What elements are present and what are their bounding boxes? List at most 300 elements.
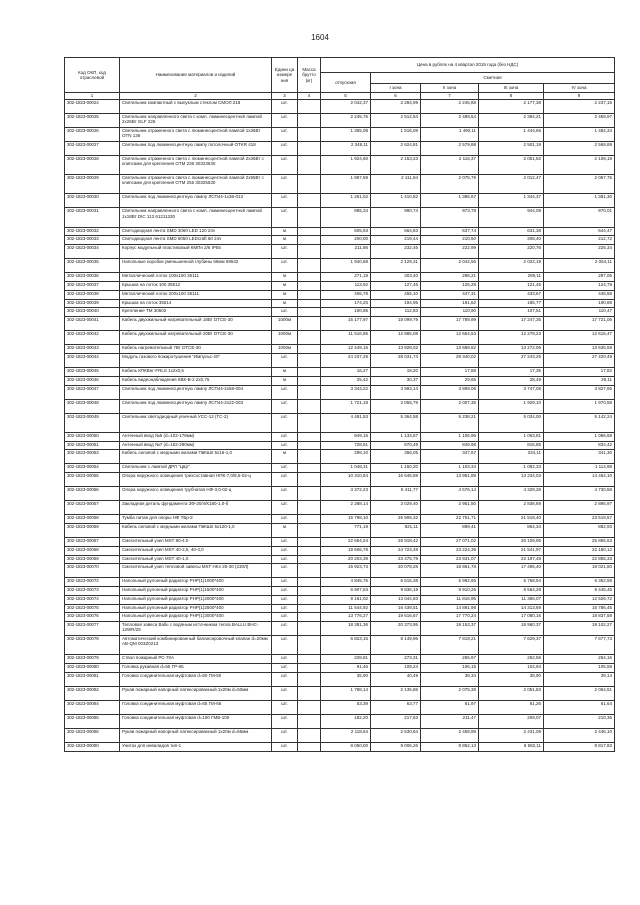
price-zone-2: 2 489,54 [421, 114, 479, 128]
item-mass [298, 175, 321, 194]
item-unit: шт. [272, 114, 298, 128]
col-number: 2 [120, 93, 272, 100]
item-unit: шт. [272, 555, 298, 564]
item-name: Светильник компактный с выпуклым стеклом СМОЛ 218 [120, 100, 272, 114]
table-row [65, 299, 615, 308]
price-zone-1: 40,49 [371, 673, 421, 687]
price-zone-3: 3 747,08 [479, 385, 544, 399]
price-zone-2: 2 007,35 [421, 399, 479, 413]
table-row [65, 564, 615, 578]
price-zone-2: 17 770,24 [421, 613, 479, 622]
price-zone-1: 18 099,79 [371, 317, 421, 331]
price-release: 2 288,14 [321, 501, 371, 515]
item-unit: м [272, 523, 298, 537]
table-row [65, 546, 615, 555]
price-zone-4: 2 064,11 [544, 259, 615, 273]
item-code: 302-1823-00057 [65, 501, 120, 515]
item-code: 302-1823-00041 [65, 317, 120, 331]
table-row [65, 331, 615, 345]
price-release: 4 845,76 [321, 578, 371, 587]
price-release: 100,85 [321, 308, 371, 317]
table-row [65, 259, 615, 273]
item-code: 302-1823-00044 [65, 353, 120, 367]
price-zone-4: 22 180,12 [544, 546, 615, 555]
price-zone-2: 222,99 [421, 245, 479, 259]
col-number: 3 [272, 93, 298, 100]
item-code: 302-1823-00049 [65, 413, 120, 432]
price-release: 1 048,31 [321, 464, 371, 473]
price-release: 271,19 [321, 273, 371, 282]
price-zone-4: 6 352,58 [544, 578, 615, 587]
price-zone-1: 1 516,08 [371, 128, 421, 142]
price-zone-1: 5 411,77 [371, 487, 421, 501]
table-row [65, 701, 615, 715]
item-code: 302-1823-00025 [65, 114, 120, 128]
header-code: Код ОКП, код отраслевой [65, 58, 120, 93]
item-mass [298, 701, 321, 715]
price-zone-3: 1 092,33 [479, 464, 544, 473]
price-zone-4: 644,47 [544, 227, 615, 236]
item-name: Светильник отраженного света с люминесцентной лампой 1х36Вт OTN 136 [120, 128, 272, 142]
price-release: 1 788,14 [321, 687, 371, 701]
table-row [65, 273, 615, 282]
item-unit: шт. [272, 687, 298, 701]
item-name: Кабель видеонаблюдения КВК-В-2 2х0,75 [120, 376, 272, 385]
item-name: Смесительный узел MST 80-4.0 [120, 537, 272, 546]
item-mass [298, 464, 321, 473]
item-unit: шт. [272, 156, 298, 175]
price-zone-4: 39,14 [544, 673, 615, 687]
item-code: 302-1823-00048 [65, 399, 120, 413]
price-zone-3: 2 177,38 [479, 100, 544, 114]
table-body [65, 100, 615, 752]
item-mass [298, 156, 321, 175]
price-zone-4: 14 464,10 [544, 473, 615, 487]
price-zone-3: 816,85 [479, 441, 544, 450]
price-zone-1: 112,83 [371, 308, 421, 317]
price-zone-4: 18 021,80 [544, 564, 615, 578]
price-zone-1: 19 616,67 [371, 613, 421, 622]
price-release: 12 449,15 [321, 345, 371, 354]
price-zone-1: 921,11 [371, 523, 421, 537]
price-zone-4: 61,64 [544, 701, 615, 715]
table-row [65, 655, 615, 664]
item-unit: шт. [272, 537, 298, 546]
price-zone-1: 2 512,54 [371, 114, 421, 128]
price-zone-1: 30,37 [371, 376, 421, 385]
item-code: 302-1823-00034 [65, 245, 120, 259]
price-zone-4: 7 677,73 [544, 636, 615, 655]
item-name: Кабель КПКВнг-FRLS 1х2х0,5 [120, 367, 272, 376]
price-release: 25,42 [321, 376, 371, 385]
price-zone-4: 12 526,72 [544, 595, 615, 604]
price-zone-4: 22 855,33 [544, 555, 615, 564]
price-zone-3: 864,34 [479, 523, 544, 537]
price-zone-3: 14 313,69 [479, 604, 544, 613]
item-unit: м [272, 273, 298, 282]
price-zone-3: 13 272,06 [479, 345, 544, 354]
price-zone-4: 264,16 [544, 655, 615, 664]
table-row [65, 156, 615, 175]
item-code: 302-1823-00084 [65, 701, 120, 715]
price-zone-1: 303,40 [371, 273, 421, 282]
item-unit: м [272, 299, 298, 308]
price-release: 949,15 [321, 432, 371, 441]
item-mass [298, 501, 321, 515]
item-code: 302-1823-00067 [65, 537, 120, 546]
price-zone-3: 209,07 [479, 715, 544, 729]
price-zone-1: 1 410,82 [371, 194, 421, 208]
price-zone-1: 356,05 [371, 450, 421, 464]
price-zone-2: 8 910,26 [421, 587, 479, 596]
item-mass [298, 376, 321, 385]
table-row [65, 353, 615, 367]
item-code: 302-1823-00031 [65, 208, 120, 227]
price-zone-4: 882,93 [544, 523, 615, 537]
item-mass [298, 523, 321, 537]
item-unit: шт. [272, 142, 298, 156]
price-zone-1: 28 031,74 [371, 353, 421, 367]
item-mass [298, 555, 321, 564]
item-name: Крепление ТМ 30602 [120, 308, 272, 317]
price-release: 15 923,73 [321, 564, 371, 578]
price-zone-2: 2 458,98 [421, 729, 479, 743]
price-zone-1: 12 885,08 [371, 331, 421, 345]
price-zone-2: 2 042,56 [421, 259, 479, 273]
table-row [65, 450, 615, 464]
price-zone-4: 212,72 [544, 236, 615, 245]
item-mass [298, 114, 321, 128]
item-code: 302-1823-00045 [65, 367, 120, 376]
price-zone-3: 8 564,28 [479, 587, 544, 596]
price-zone-1: 13 928,02 [371, 345, 421, 354]
price-zone-4: 17,82 [544, 367, 615, 376]
item-mass [298, 564, 321, 578]
price-zone-2: 849,98 [421, 441, 479, 450]
price-zone-3: 1 344,37 [479, 194, 544, 208]
item-mass [298, 245, 321, 259]
item-unit: шт. [272, 441, 298, 450]
price-release: 53,39 [321, 701, 371, 715]
item-name: Напольный рулонный радиатор РНР(1)3000*400 [120, 613, 272, 622]
price-zone-1: 2 129,31 [371, 259, 421, 273]
price-zone-1: 273,31 [371, 655, 421, 664]
price-zone-4: 4 730,58 [544, 487, 615, 501]
price-release: 6 907,63 [321, 587, 371, 596]
price-zone-4: 3 827,65 [544, 385, 615, 399]
item-mass [298, 281, 321, 290]
price-release: 211,86 [321, 245, 371, 259]
item-code: 302-1823-00070 [65, 564, 120, 578]
item-unit: шт. [272, 664, 298, 673]
price-zone-4: 105,59 [544, 664, 615, 673]
table-row [65, 555, 615, 564]
table-row [65, 515, 615, 524]
price-zone-2: 17,88 [421, 367, 479, 376]
item-unit: 1000м [272, 317, 298, 331]
price-zone-3: 21 541,97 [479, 546, 544, 555]
price-release: 3 372,23 [321, 487, 371, 501]
price-release: 1 721,19 [321, 399, 371, 413]
item-mass [298, 595, 321, 604]
price-zone-3: 1 063,81 [479, 432, 544, 441]
price-zone-3: 18 960,37 [479, 622, 544, 636]
price-zone-3: 104,94 [479, 664, 544, 673]
price-release: 3 343,22 [321, 385, 371, 399]
price-zone-4: 13 636,59 [544, 345, 615, 354]
item-name: Светильник отраженного света с люминесцентной лампой 2х55Вт с клипсами для крепления OTM 255 30325530 [120, 175, 272, 194]
price-zone-1: 1 150,20 [371, 464, 421, 473]
price-release: 174,25 [321, 299, 371, 308]
item-mass [298, 655, 321, 664]
item-code: 302-1823-00078 [65, 636, 120, 655]
price-release: 8 050,00 [321, 743, 371, 752]
item-mass [298, 236, 321, 245]
price-zone-3: 21 519,40 [479, 515, 544, 524]
item-name: Модуль газового пожаротушения "Импульс-20" [120, 353, 272, 367]
item-code: 302-1823-00033 [65, 236, 120, 245]
item-unit: шт. [272, 604, 298, 613]
price-zone-2: 8 852,13 [421, 743, 479, 752]
price-zone-1: 127,46 [371, 281, 421, 290]
item-mass [298, 673, 321, 687]
item-name: Автоматический комбинированный балансировочный клапан d=20мм AB-QM 003Z0213 [120, 636, 272, 655]
table-row [65, 317, 615, 331]
price-zone-1: 63,77 [371, 701, 421, 715]
table-row [65, 194, 615, 208]
item-name: Головка соединительная муфтовая d=100 ГМВ-100 [120, 715, 272, 729]
price-zone-1: 990,74 [371, 208, 421, 227]
price-zone-4: 18 837,58 [544, 613, 615, 622]
table-row [65, 715, 615, 729]
item-unit: шт. [272, 546, 298, 555]
price-zone-3: 2 394,21 [479, 114, 544, 128]
price-release: 11 516,95 [321, 331, 371, 345]
price-zone-3: 121,45 [479, 281, 544, 290]
price-release: 4 491,53 [321, 413, 371, 432]
item-unit: шт. [272, 353, 298, 367]
price-zone-4: 970,01 [544, 208, 615, 227]
item-name: Светильник под люминесцентную лампу ЛСП44-2х22-003 [120, 399, 272, 413]
item-code: 302-1823-00081 [65, 673, 120, 687]
table-row [65, 385, 615, 399]
price-zone-1: 194,95 [371, 299, 421, 308]
price-zone-4: 225,34 [544, 245, 615, 259]
table-row [65, 376, 615, 385]
price-zone-1: 3 029,40 [371, 501, 421, 515]
header-mass: Масса брутто (кг) [298, 58, 321, 93]
table-row [65, 729, 615, 743]
item-code: 302-1823-00075 [65, 604, 120, 613]
item-mass [298, 290, 321, 299]
item-code: 302-1823-00047 [65, 385, 120, 399]
item-unit: шт. [272, 259, 298, 273]
price-zone-2: 17 789,99 [421, 317, 479, 331]
price-zone-3: 2 431,08 [479, 729, 544, 743]
item-unit: шт. [272, 622, 298, 636]
item-unit: м [272, 236, 298, 245]
item-code: 302-1823-00040 [65, 308, 120, 317]
price-zone-2: 211,47 [421, 715, 479, 729]
price-zone-2: 11 816,95 [421, 595, 479, 604]
item-unit: шт. [272, 473, 298, 487]
price-zone-3: 26 109,95 [479, 537, 544, 546]
item-unit: шт. [272, 564, 298, 578]
item-name: Напольный рулонный радиатор РНР(1)1500*400 [120, 587, 272, 596]
price-release: 2 348,11 [321, 142, 371, 156]
price-zone-2: 4 576,14 [421, 487, 479, 501]
price-zone-1: 20 373,95 [371, 622, 421, 636]
price-zone-3: 433,67 [479, 290, 544, 299]
price-zone-3: 17 247,35 [479, 317, 544, 331]
table-row [65, 399, 615, 413]
col-number: 7 [421, 93, 479, 100]
price-zone-1: 2 111,94 [371, 175, 421, 194]
price-zone-2: 22 751,71 [421, 515, 479, 524]
price-zone-2: 265,97 [421, 655, 479, 664]
table-row [65, 537, 615, 546]
table-row [65, 142, 615, 156]
price-zone-4: 2 459,97 [544, 114, 615, 128]
item-mass [298, 473, 321, 487]
item-mass [298, 194, 321, 208]
item-mass [298, 100, 321, 114]
price-release: 2 118,64 [321, 729, 371, 743]
item-mass [298, 299, 321, 308]
price-zone-2: 19 153,37 [421, 622, 479, 636]
price-release: 2 245,76 [321, 114, 371, 128]
price-zone-1: 2 284,99 [371, 100, 421, 114]
price-zone-1: 16 546,88 [371, 473, 421, 487]
price-zone-2: 7 819,21 [421, 636, 479, 655]
table-row [65, 664, 615, 673]
price-zone-3: 12 278,23 [479, 331, 544, 345]
col-number: 5 [321, 93, 371, 100]
price-zone-3: 8 582,11 [479, 743, 544, 752]
item-name: Светодиодная лента SMD 5050 LEDcraft 60 24v [120, 236, 272, 245]
price-zone-2: 18 861,78 [421, 564, 479, 578]
item-unit: шт. [272, 100, 298, 114]
item-unit: шт. [272, 432, 298, 441]
price-zone-2: 23 931,07 [421, 555, 479, 564]
item-mass [298, 546, 321, 555]
price-zone-2: 23 224,39 [421, 546, 479, 555]
price-zone-3: 220,76 [479, 245, 544, 259]
price-zone-2: 110,90 [421, 308, 479, 317]
table-row [65, 236, 615, 245]
price-zone-4: 5 142,24 [544, 413, 615, 432]
item-name: Тепловая завеса Ballu с водяным источником тепла BALLU BHC-12WR/25 [120, 622, 272, 636]
item-code: 302-1823-00038 [65, 290, 120, 299]
item-mass [298, 331, 321, 345]
price-zone-2: 2 075,79 [421, 175, 479, 194]
price-zone-1: 3 993,14 [371, 385, 421, 399]
item-unit: м [272, 290, 298, 299]
item-code: 302-1823-00024 [65, 100, 120, 114]
price-release: 13 776,27 [321, 613, 371, 622]
item-unit: шт. [272, 701, 298, 715]
item-code: 302-1823-00059 [65, 523, 120, 537]
price-zone-3: 208,40 [479, 236, 544, 245]
price-zone-1: 23 475,79 [371, 555, 421, 564]
table-row [65, 413, 615, 432]
item-code: 302-1823-00039 [65, 299, 120, 308]
item-mass [298, 259, 321, 273]
price-zone-3: 5 758,94 [479, 578, 544, 587]
price-zone-2: 13 981,88 [421, 473, 479, 487]
table-row [65, 345, 615, 354]
price-zone-2: 5 992,65 [421, 578, 479, 587]
item-name: Крышка на лоток 100 35512 [120, 281, 272, 290]
table-row [65, 245, 615, 259]
item-mass [298, 622, 321, 636]
item-code: 302-1823-00058 [65, 515, 120, 524]
price-release: 885,34 [321, 208, 371, 227]
price-release: 11 544,92 [321, 604, 371, 613]
price-zone-1: 664,83 [371, 227, 421, 236]
price-zone-2: 347,67 [421, 450, 479, 464]
item-name: Крышка на лоток 35514 [120, 299, 272, 308]
price-release: 1 887,69 [321, 175, 371, 194]
item-name: Светодиодная лента SMD 3060 LED 120 24v [120, 227, 272, 236]
item-name: Антенный ввод №7 (d=152-280мм) [120, 441, 272, 450]
item-name: Смесительный узел тепловой завесы MST HKv 25-30 (230Л) [120, 564, 272, 578]
item-code: 302-1823-00032 [65, 227, 120, 236]
price-zone-2: 106,15 [421, 664, 479, 673]
price-zone-4: 8 817,83 [544, 743, 615, 752]
item-unit: шт. [272, 729, 298, 743]
item-name: Светильник под люминесцентную лампу потолочный OTKR 418 [120, 142, 272, 156]
item-code: 302-1823-00027 [65, 142, 120, 156]
price-release: 6 823,15 [321, 636, 371, 655]
price-zone-3: 1 929,10 [479, 399, 544, 413]
price-release: 16 177,97 [321, 317, 371, 331]
price-release: 113,92 [321, 281, 371, 290]
item-mass [298, 537, 321, 546]
price-zone-3: 28,49 [479, 376, 544, 385]
price-zone-3: 22 197,48 [479, 555, 544, 564]
item-mass [298, 664, 321, 673]
price-zone-1: 2 624,81 [371, 142, 421, 156]
price-zone-3: 7 629,37 [479, 636, 544, 655]
item-name: Светильник направленного света с комп. люминесцентной лампой 2х26Вт GLF 226 [120, 114, 272, 128]
header-price-group: Цена в рублях на 4 квартал 2015 года (без НДС) [321, 58, 615, 73]
price-zone-3: 17,35 [479, 367, 544, 376]
item-code: 302-1823-00029 [65, 175, 120, 194]
item-name: Рукав пожарный напорный латексированный 1х20м d=50мм [120, 687, 272, 701]
price-zone-2: 61,97 [421, 701, 479, 715]
price-zone-4: 2 108,18 [544, 156, 615, 175]
item-unit: м [272, 227, 298, 236]
table-row [65, 595, 615, 604]
item-code: 302-1823-00043 [65, 345, 120, 354]
item-mass [298, 515, 321, 524]
item-code: 302-1823-00086 [65, 729, 120, 743]
price-zone-3: 2 051,83 [479, 687, 544, 701]
price-release: 10 310,84 [321, 473, 371, 487]
price-zone-4: 9 445,45 [544, 587, 615, 596]
item-mass [298, 308, 321, 317]
item-code: 302-1823-00069 [65, 555, 120, 564]
item-mass [298, 353, 321, 367]
price-zone-4: 190,88 [544, 299, 615, 308]
price-release: 182,20 [321, 715, 371, 729]
item-name: Светильник светодиодный уличный УСС-12 (ТС-2) [120, 413, 272, 432]
table-row [65, 441, 615, 450]
item-code: 302-1823-00051 [65, 441, 120, 450]
item-name: Светильник под люминесцентную лампу ЛСП44-2х58-004 [120, 385, 272, 399]
price-zone-2: 1 103,34 [421, 464, 479, 473]
